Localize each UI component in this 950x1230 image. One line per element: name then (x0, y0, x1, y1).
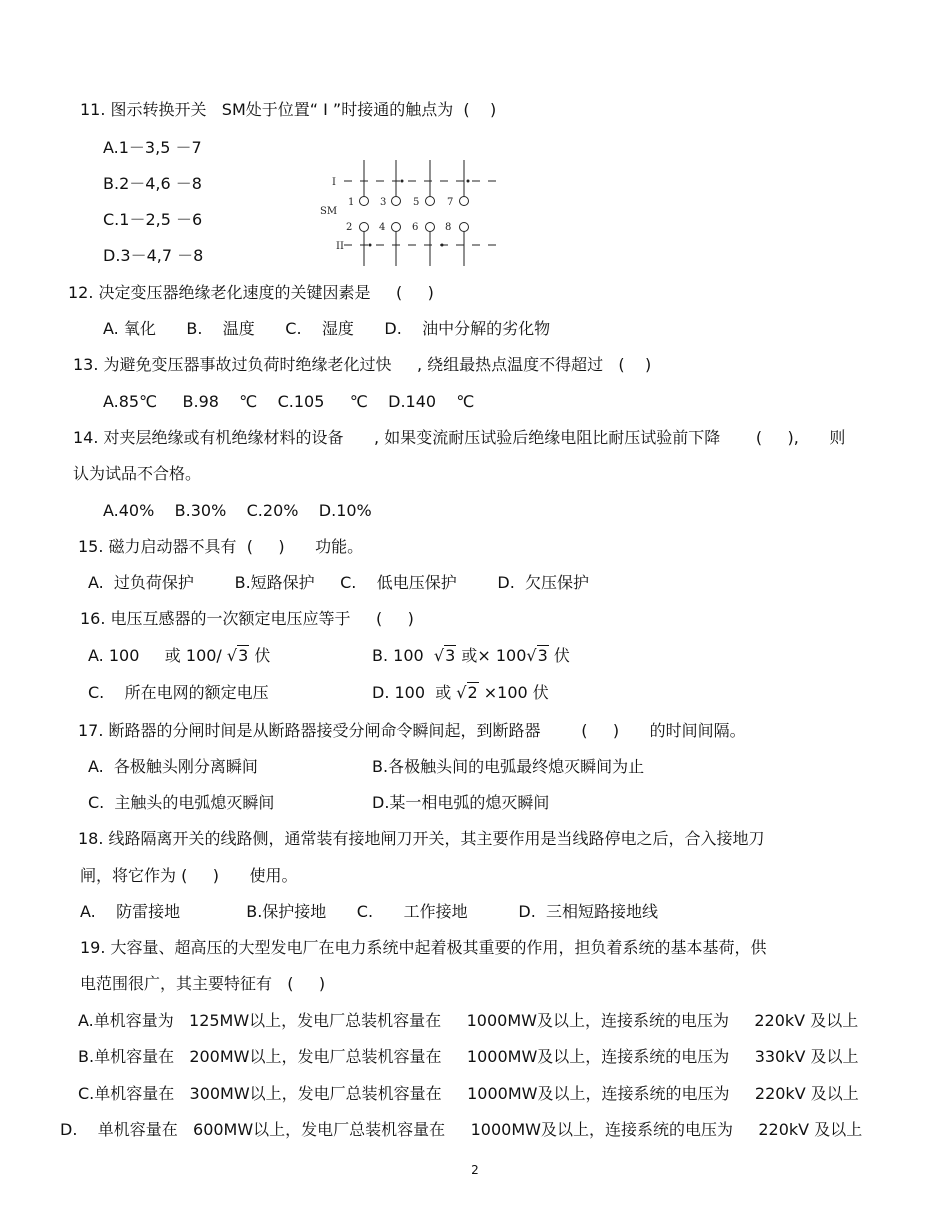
position-II-label: II (336, 241, 344, 252)
sqrt-radicand: 2 (467, 683, 478, 702)
q19-option-d: D. 单机容量在 600MW以上，发电厂总装机容量在 1000MW及以上，连接系统的电压为 220kV 及以上 (60, 1120, 863, 1139)
q11-option-c: C.1－2,5 －6 (103, 210, 203, 229)
q18-stem-line2: 闸，将它作为 ( ) 使用。 (80, 866, 298, 885)
q11-option-b: B.2－4,6 －8 (103, 174, 202, 193)
q17-option-c: C. 主触头的电弧熄灭瞬间 (88, 793, 275, 812)
q14-stem-line1: 14. 对夹层绝缘或有机绝缘材料的设备 , 如果变流耐压试验后绝缘电阻比耐压试验前下降 ( ), 则 (73, 428, 846, 447)
q17-option-a: A. 各极触头刚分离瞬间 (88, 757, 258, 776)
q19-option-c: C.单机容量在 300MW以上，发电厂总装机容量在 1000MW及以上，连接系统的电压为 220kV 及以上 (78, 1084, 859, 1103)
sqrt-radicand: 3 (445, 646, 456, 665)
q19-stem-line1: 19. 大容量、超高压的大型发电厂在电力系统中起着极其重要的作用，担负着系统的基本基荷，供 (80, 938, 767, 957)
switch-diagram (318, 160, 508, 268)
sqrt-radicand: 3 (238, 646, 249, 665)
q15-stem: 15. 磁力启动器不具有 ( ) 功能。 (78, 537, 364, 556)
sqrt-radicand: 3 (537, 646, 548, 665)
q16-option-b: B. 100 √3 或× 100√3 伏 (372, 646, 570, 665)
q17-stem: 17. 断路器的分闸时间是从断路器接受分闸命令瞬间起，到断路器 ( ) 的时间间隔。 (78, 721, 746, 740)
q16-option-a: A. 100 或 100/ √3 伏 (88, 646, 271, 665)
q15-options: A. 过负荷保护 B.短路保护 C. 低电压保护 D. 欠压保护 (88, 573, 589, 592)
q16-option-c: C. 所在电网的额定电压 (88, 683, 269, 702)
contact-2: 2 (346, 222, 353, 233)
q13-stem: 13. 为避免变压器事故过负荷时绝缘老化过快 , 绕组最热点温度不得超过 ( ) (73, 355, 652, 374)
q19-stem-line2: 电范围很广，其主要特征有 ( ) (80, 974, 326, 993)
contact-5: 5 (413, 197, 420, 208)
q18-options: A. 防雷接地 B.保护接地 C. 工作接地 D. 三相短路接地线 (80, 902, 659, 921)
q17-option-b: B.各极触头间的电弧最终熄灭瞬间为止 (372, 757, 645, 776)
q12-options: A. 氧化 B. 温度 C. 湿度 D. 油中分解的劣化物 (103, 319, 551, 338)
contact-3: 3 (380, 197, 387, 208)
q11-option-d: D.3－4,7 －8 (103, 246, 204, 265)
contact-6: 6 (412, 222, 419, 233)
q17-option-d: D.某一相电弧的熄灭瞬间 (372, 793, 550, 812)
q14-options: A.40% B.30% C.20% D.10% (103, 501, 372, 520)
q12-stem: 12. 决定变压器绝缘老化速度的关键因素是 ( ) (68, 283, 434, 302)
q11-stem: 11. 图示转换开关 SM处于位置“ I ”时接通的触点为 ( ) (80, 100, 497, 119)
contact-8: 8 (445, 222, 452, 233)
q11-option-a: A.1－3,5 －7 (103, 138, 202, 157)
contact-4: 4 (379, 222, 386, 233)
position-I-label: I (332, 177, 336, 188)
sm-label: SM (320, 206, 338, 217)
q16-stem: 16. 电压互感器的一次额定电压应等于 ( ) (80, 609, 414, 628)
q13-options: A.85℃ B.98 ℃ C.105 ℃ D.140 ℃ (103, 392, 475, 411)
q19-option-a: A.单机容量为 125MW以上，发电厂总装机容量在 1000MW及以上，连接系统的电压为 220kV 及以上 (78, 1011, 859, 1030)
q18-stem-line1: 18. 线路隔离开关的线路侧，通常装有接地闸刀开关，其主要作用是当线路停电之后，合入接地刀 (78, 829, 765, 848)
contact-1: 1 (348, 197, 355, 208)
q16-option-d: D. 100 或 √2 ×100 伏 (372, 683, 549, 702)
q19-option-b: B.单机容量在 200MW以上，发电厂总装机容量在 1000MW及以上，连接系统的电压为 330kV 及以上 (78, 1047, 859, 1066)
contact-7: 7 (447, 197, 454, 208)
q14-stem-line2: 认为试品不合格。 (73, 464, 202, 483)
page-number: 2 (471, 1163, 479, 1177)
